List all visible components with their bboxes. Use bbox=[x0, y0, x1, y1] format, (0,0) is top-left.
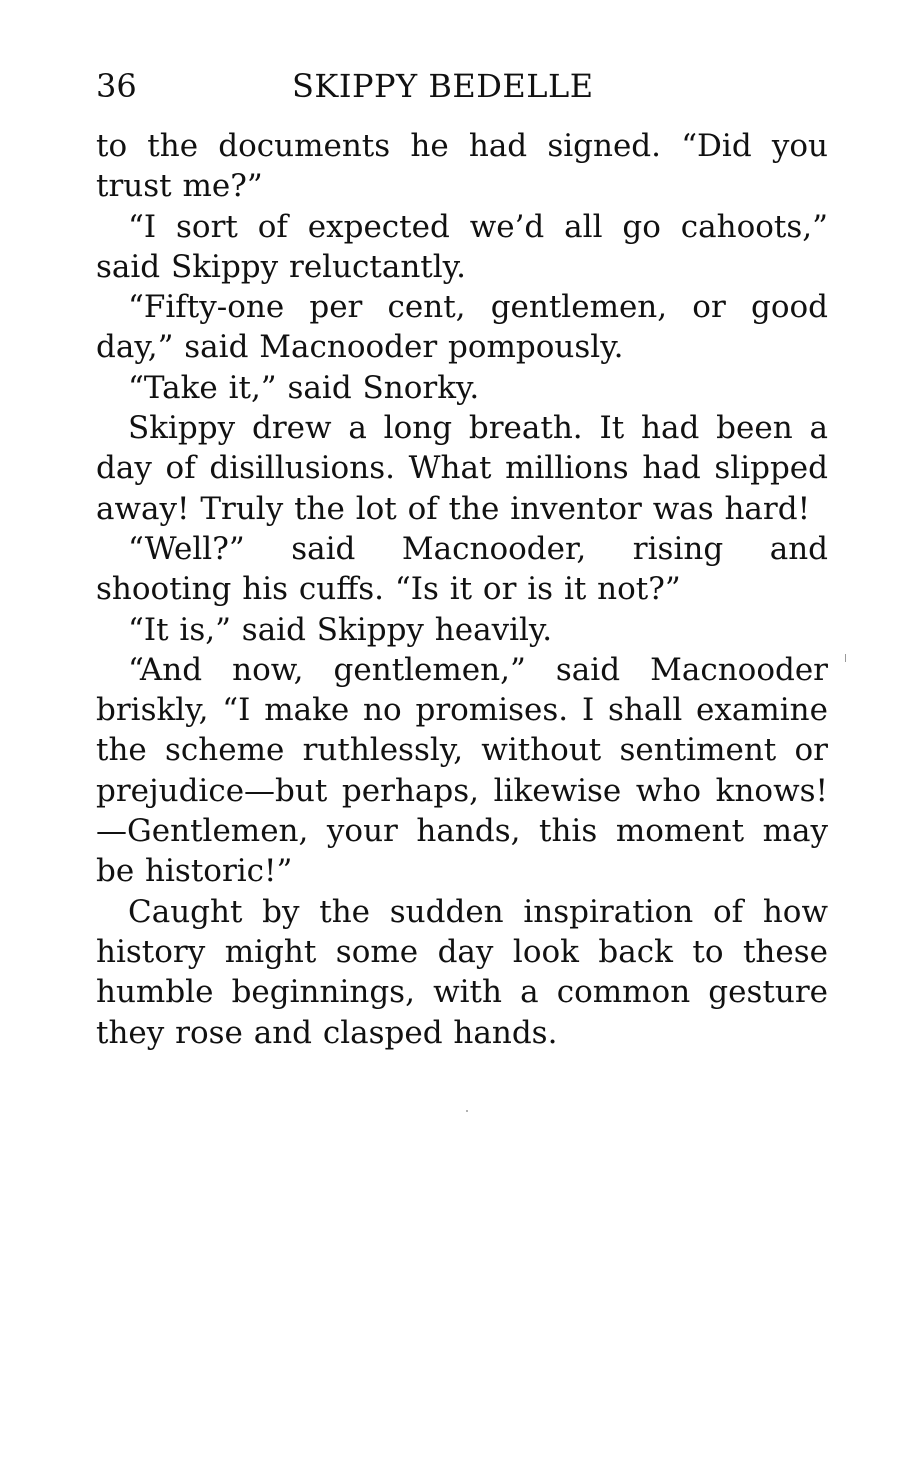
page-content bbox=[96, 58, 828, 1053]
paragraph: “It is,” said Skippy heavily. bbox=[128, 611, 553, 648]
paragraph: Skippy drew a long breath. It had been a day of disillusions. What millions had slipped away! Truly the lot of the inventor was hard! bbox=[96, 410, 828, 527]
paragraph: “Take it,” said Snorky. bbox=[128, 369, 480, 406]
paragraph: “I sort of expected we’d all go cahoots,” said Skippy reluctantly. bbox=[96, 208, 828, 285]
paragraph: Caught by the sudden inspiration of how history might some day look back to these humble beginnings, with a common gesture they rose and clasped hands. bbox=[96, 893, 828, 1051]
body-text bbox=[96, 126, 828, 1053]
ink-speck bbox=[466, 1110, 468, 1112]
running-head bbox=[96, 58, 828, 114]
paragraph: “Well?” said Macnooder, rising and shooting his cuffs. “Is it or is it not?” bbox=[96, 530, 828, 608]
book-title: SKIPPY BEDELLE bbox=[292, 67, 594, 105]
page-number: 36 bbox=[96, 67, 137, 105]
paragraph: “And now, gentlemen,” said Macnooder briskly, “I make no promises. I shall examine the scheme ruthlessly, without sentiment or prejudice—but perhaps, likewise who knows! —Gentlemen, your hands, this moment may be historic!” bbox=[96, 651, 828, 890]
paragraph: “Fifty-one per cent, gentlemen, or good day,” said Macnooder pompously. bbox=[96, 289, 828, 366]
paragraph-continued: to the documents he had signed. “Did you trust me?” bbox=[96, 128, 828, 205]
ink-speck bbox=[845, 654, 846, 662]
